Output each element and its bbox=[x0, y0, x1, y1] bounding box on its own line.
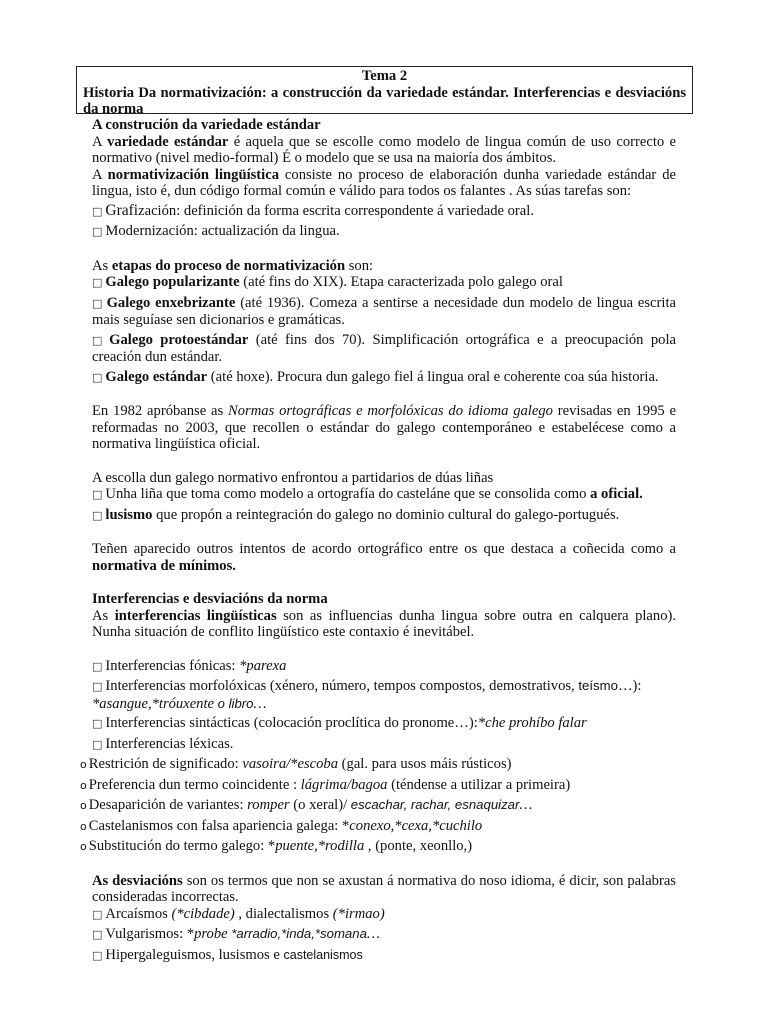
checkbox-icon: □ bbox=[92, 680, 103, 693]
list-item-official-line: □ Unha liña que toma como modelo a ortografía do casteláne que se consolida como a oficial. bbox=[92, 486, 643, 502]
stages-intro: As etapas do proceso de normativización son: bbox=[92, 257, 374, 274]
sub-item-desaparicion: o Desaparición de variantes: romper (o xeral)/ escachar, rachar, esnaquizar… bbox=[80, 797, 533, 813]
checkbox-icon: □ bbox=[92, 508, 103, 522]
checkbox-icon: □ bbox=[92, 225, 103, 238]
bullet-circle-icon: o bbox=[80, 819, 87, 833]
list-item-sintacticas: □ Interferencias sintácticas (colocación proclítica do pronome…):*che prohíbo falar bbox=[92, 715, 587, 731]
topic-number: Tema 2 bbox=[361, 68, 408, 84]
sub-item-preferencia: o Preferencia dun termo coincidente : lágrima/bagoa (téndense a utilizar a primeira) bbox=[80, 776, 571, 793]
checkbox-icon: □ bbox=[92, 296, 104, 310]
checkbox-icon: □ bbox=[92, 488, 103, 501]
choice-intro: A escolla dun galego normativo enfrontou a partidarios de dúas liñas bbox=[92, 469, 494, 486]
paragraph-minimos: Teñen aparecido outros intentos de acordo ortográfico entre os que destaca a coñecida como a normativa de mínimos. bbox=[92, 541, 676, 574]
list-item-hipergaleguismos: □ Hipergaleguismos, lusismos e castelanismos bbox=[92, 946, 363, 963]
document-body bbox=[80, 117, 676, 964]
paragraph-standard-variety: A variedade estándar é aquela que se escolle como modelo de lingua común de uso correcto e normativo (nivel medio-formal) É o modelo que se usa na maioría dos ámbitos. bbox=[92, 133, 676, 166]
list-item-vulgarismos: □ Vulgarismos: *probe *arradio,*inda,*somana… bbox=[92, 926, 380, 942]
list-item-task-grafizacion: □ Grafización: definición da forma escrita correspondente á variedade oral. bbox=[92, 201, 534, 219]
sub-item-substitucion: o Substitución do termo galego: *puente,*rodilla , (ponte, xeonllo,) bbox=[80, 838, 473, 854]
checkbox-icon: □ bbox=[92, 333, 107, 347]
title-box bbox=[76, 66, 693, 117]
bullet-circle-icon: o bbox=[80, 840, 87, 853]
bullet-circle-icon: o bbox=[80, 758, 87, 771]
section-heading-standard: A construción da variedade estándar bbox=[92, 117, 321, 133]
stage-item: □ Galego enxebrizante (até 1936). Comeza a sentirse a necesidade dun modelo de lingua escrita mais seguíase sen dicionarios e gramáticas. bbox=[92, 294, 676, 328]
bullet-circle-icon: o bbox=[80, 778, 87, 792]
stage-item: □ Galego estándar (até hoxe). Procura dun galego fiel á lingua oral e coherente coa súa historia. bbox=[92, 368, 659, 385]
bullet-circle-icon: o bbox=[80, 799, 87, 812]
list-item-lexicas: □ Interferencias léxicas. bbox=[92, 735, 234, 752]
checkbox-icon: □ bbox=[92, 276, 103, 289]
list-item-morfoloxicas: □ Interferencias morfolóxicas (xénero, número, tempos compostos, demostrativos, teísmo…): *asangue,*tróuxente o libro… bbox=[92, 678, 642, 712]
list-item-lusismo: □ lusismo que propón a reintegración do galego no dominio cultural do galego-portugués. bbox=[92, 506, 620, 523]
checkbox-icon: □ bbox=[92, 717, 103, 730]
paragraph-desviacions: As desviacións son os termos que non se axustan á normativa do noso idioma, é dicir, son palabras consideradas incorrectas. bbox=[92, 872, 676, 905]
list-item-arcaismos: □ Arcaísmos (*cibdade) , dialectalismos (*irmao) bbox=[92, 905, 385, 922]
stage-item: □ Galego popularizante (até fins do XIX). Etapa caracterizada polo galego oral bbox=[92, 274, 563, 290]
checkbox-icon: □ bbox=[92, 370, 103, 384]
page-title: Historia Da normativización: a construcción da variedade estándar. Interferencias e desviacións da norma bbox=[83, 84, 686, 117]
stage-item: □ Galego protoestándar (até fins dos 70). Simplificación ortográfica e a preocupación pola creación dun estándar. bbox=[92, 331, 676, 365]
list-item-fonicas: □ Interferencias fónicas: *parexa bbox=[92, 657, 287, 674]
sub-item-restricion: o Restrición de significado: vasoira/*escoba (gal. para usos máis rústicos) bbox=[80, 756, 512, 772]
paragraph-norms-1982: En 1982 apróbanse as Normas ortográficas e morfolóxicas do idioma galego revisadas en 1995 e reformadas no 2003, que recollen o estándar do galego contemporáneo e estabelécese como a normativa lingüística oficial. bbox=[92, 403, 676, 452]
paragraph-normativization: A normativización lingüística consiste no proceso de elaboración dunha variedade estándar de lingua, isto é, dun código formal común e válido para todos os falantes . As súas tarefas son: bbox=[92, 166, 676, 199]
checkbox-icon: □ bbox=[92, 928, 103, 941]
section-heading-interferences: Interferencias e desviacións da norma bbox=[92, 591, 328, 607]
list-item-task-modernizacion: □ Modernización: actualización da lingua. bbox=[92, 223, 340, 239]
sub-item-castelanismos: o Castelanismos con falsa apariencia galega: *conexo,*cexa,*cuchilo bbox=[80, 817, 483, 834]
checkbox-icon: □ bbox=[92, 659, 103, 673]
paragraph-interferences-definition: As interferencias lingüísticas son as influencias dunha lingua sobre outra en calquera plano). Nunha situación de conflito lingüístico este contaxio é inevitábel. bbox=[92, 607, 676, 640]
checkbox-icon: □ bbox=[92, 737, 103, 751]
checkbox-icon: □ bbox=[92, 204, 103, 218]
checkbox-icon: □ bbox=[92, 948, 103, 962]
checkbox-icon: □ bbox=[92, 907, 103, 921]
